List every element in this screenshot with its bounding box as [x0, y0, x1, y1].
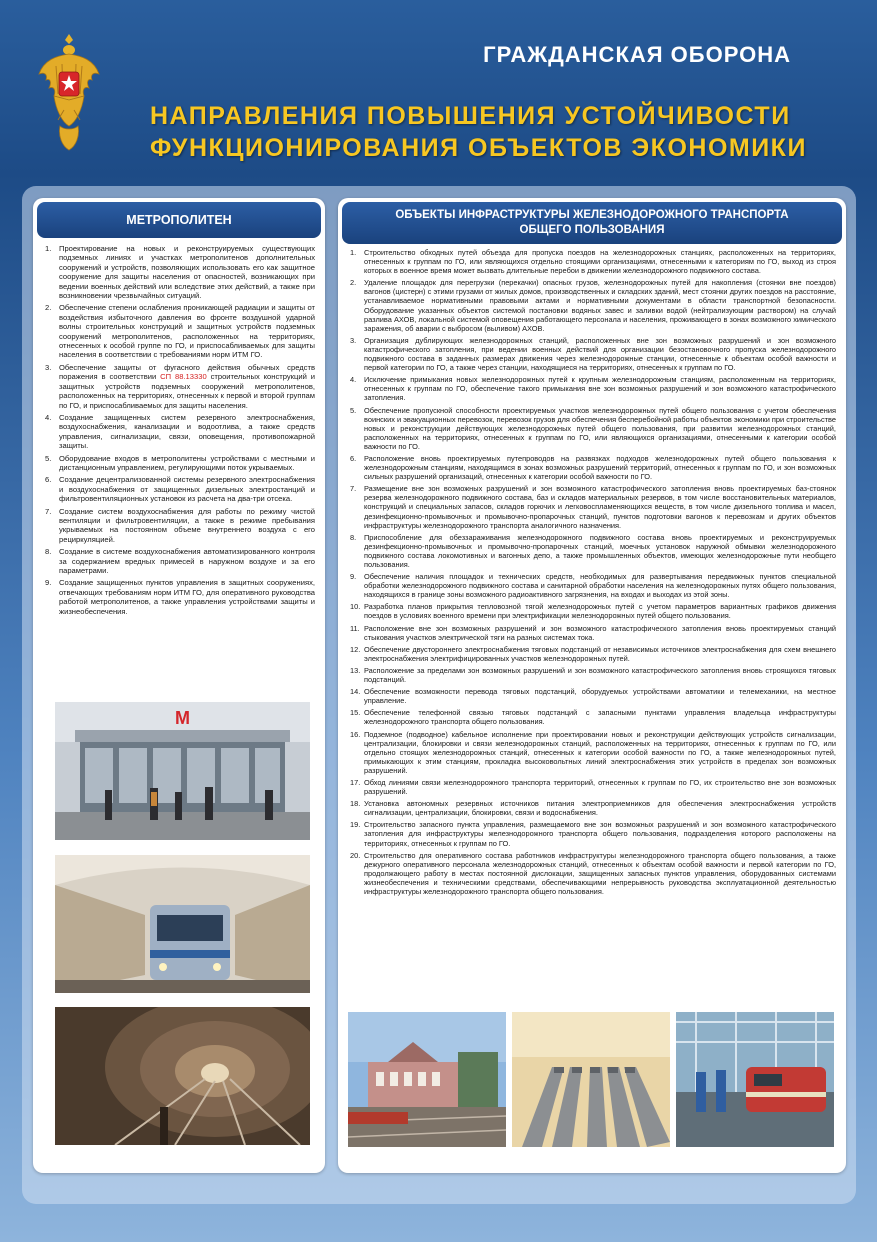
list-item: 6. Создание децентрализованной системы резервного электроснабжения и воздухоснабжения от защищенных дизельных электростанций и фильтровентиляционных установок из расчета на два-три отсека. — [45, 475, 315, 504]
metro-sign: М — [175, 708, 190, 728]
norm-reference: СП 88.13330 — [160, 372, 207, 382]
list-item: 18. Установка автономных резервных источников питания электроприемников для обеспечения электроснабжения устройств сигнализации, централизации, блокировки, связи и водоснабжения. — [350, 799, 836, 818]
list-item: 16. Подземное (подводное) кабельное исполнение при проектировании новых и реконструкции действующих устройств сигнализации, централизации, блокировки и связи железнодорожных станций, расположенных на территориях, отнесенных к группам по ГО, или отдельно стоящих железнодорожных станций, отнесенных к категории особой важности по ГО, а также железнодорожных путей, примыкающих к этим станциям, прокладка высоковольтных линий электроснабжения этих устройств в пределах зон возможных разрушений. — [350, 729, 836, 775]
top-title: ГРАЖДАНСКАЯ ОБОРОНА — [483, 42, 791, 67]
metro-train-photo — [55, 855, 310, 993]
metro-entrance-photo — [55, 702, 310, 840]
list-item: 10. Разработка планов прикрытия тепловозной тягой железнодорожных путей с учетом параметров вариантных графиков движения поездов в условиях военного времени при электрификации железнодорожных путей общего пользования. — [350, 602, 836, 621]
railway-yard-photo — [512, 1012, 670, 1147]
list-item: 8. Приспособление для обеззараживания железнодорожного подвижного состава вновь проектируемых и реконструируемых дезинфекционно-промывочных и промывочно-пропарочных станций, моечных установок наружной обмывки железнодорожного подвижного состава локомотивных и вагонных депо, а также промышленных объектов, имеющих железнодорожные пути необщего пользования. — [350, 532, 836, 569]
list-item: 5. Обеспечение пропускной способности проектируемых участков железнодорожных путей общего пользования с учетом обеспечения воинских и эвакуационных перевозок, перевозок грузов для обеспечения бесперебойной работы объектов экономики при строительстве новых и реконструкции действующих железнодорожных путей общего пользования, при развитии железнодорожных станций, расположенных на территориях, отнесенных к группам по ГО, или являющихся организациями, отнесенными к категории особой важности по ГО. — [350, 405, 836, 451]
railway-measures-list — [338, 248, 846, 896]
main-title — [150, 100, 830, 164]
main-title-line-2: ФУНКЦИОНИРОВАНИЯ ОБЪЕКТОВ ЭКОНОМИКИ — [150, 134, 807, 162]
list-item: 15. Обеспечение телефонной связью тяговых подстанций с запасными пунктами управления владельца инфраструктуры железнодорожного транспорта общего пользования. — [350, 708, 836, 727]
list-item: 14. Обеспечение возможности перевода тяговых подстанций, оборудуемых устройствами автоматики и телемеханики, на местное управление. — [350, 687, 836, 706]
metro-tunnel-photo — [55, 1007, 310, 1145]
list-item: 3. Обеспечение защиты от фугасного действия обычных средств поражения в соответствии СП 88.13330 строительных конструкций и защитных устройств подземных сооружений метрополитенов, расположенных на территориях, отнесенных к первой и второй группам по ГО, и приспосабливаемых для защиты населения. — [45, 362, 315, 410]
list-item: 13. Расположение за пределами зон возможных разрушений и зон возможного катастрофического затопления вновь строящихся тяговых подстанций. — [350, 665, 836, 685]
list-item: 17. Обход линиями связи железнодорожного транспорта территорий, отнесенных к группам по ГО, их строительство вне зон возможных разрушений. — [350, 777, 836, 797]
list-item: 2. Удаление площадок для перегрузки (перекачки) опасных грузов, железнодорожных путей для накопления (стоянки вне поездов) вагонов (цистерн) с этими грузами от жилых домов, производственных и складских зданий, мест стоянки других поездов на расстояние, устанавливаемое нормативными правовыми актами и нормативными документами в области транспортной безопасности. Оборудование указанных объектов системой постановки водяных завес и заливки водой (нейтрализующим раствором) на случай разлива АХОВ, локальной системой оповещения работающего персонала и населения, проживающего в зонах возможного химического заражения, об аварии с выбросом (выливом) АХОВ. — [350, 278, 836, 333]
list-item: 1. Проектирование на новых и реконструируемых существующих подземных линиях и участках метрополитенов дополнительных сооружений и устройств, позволяющих использовать его как защитное сооружение для защиты населения от опасностей, возникающих при ведении военных действий или вследствие этих действий, а также при возникновении чрезвычайных ситуаций. — [45, 244, 315, 301]
list-item: 19. Строительство запасного пункта управления, размещаемого вне зон возможных разрушений и зон возможного катастрофического затопления для инфраструктуры железнодорожного транспорта общего пользования, подразделения которого расположены на территориях, отнесенных к группам по ГО. — [350, 820, 836, 848]
main-title-line-1: НАПРАВЛЕНИЯ ПОВЫШЕНИЯ УСТОЙЧИВОСТИ — [150, 102, 791, 130]
list-item: 4. Создание защищенных систем резервного электроснабжения, воздухоснабжения, канализации и водоотлива, а также средств управления, сигнализации, связи, оповещения, противопожарной защиты. — [45, 412, 315, 451]
list-item: 9. Обеспечение наличия площадок и технических средств, необходимых для развертывания передвижных пунктов специальной обработки железнодорожного подвижного состава и санитарной обработки населения на железнодорожных путях общего пользования, находящихся в границе зоны возможного радиоактивного загрязнения, на входах и выходах из этой зоны. — [350, 572, 836, 600]
metro-panel-title: МЕТРОПОЛИТЕН — [37, 202, 321, 238]
list-item: 9. Создание защищенных пунктов управления в защитных сооружениях, отвечающих требованиям норм ИТМ ГО, для оперативного руководства работой метрополитенов, а также управления устройствами защиты и жизнеобеспечения. — [45, 578, 315, 616]
list-item: 2. Обеспечение степени ослабления проникающей радиации и защиты от воздействия избыточного давления во фронте воздушной ударной волны строительных конструкций и защитных устройств подземных сооружений метрополитенов, расположенных на территориях, отнесенных к особой группе по ГО, и приспосабливаемых для защиты населения в соответствии с требованиями норм ИТМ ГО. — [45, 303, 315, 360]
metro-measures-list — [33, 244, 325, 616]
emercom-eagle-emblem-icon — [36, 30, 102, 156]
list-item: 5. Оборудование входов в метрополитены устройствами с местными и дистанционным управлением, регулирующими поток укрываемых. — [45, 453, 315, 472]
list-item: 6. Расположение вновь проектируемых путепроводов на развязках подходов железнодорожных путей общего пользования к железнодорожным станциям, находящимся в зонах возможных разрушений территорий, отнесенных к группам по ГО, и зон возможных сильных разрушений организаций, отнесенных к категории особой важности по ГО. — [350, 453, 836, 482]
list-item: 8. Создание в системе воздухоснабжения автоматизированного контроля за содержанием вредных примесей в наружном воздухе и за его параметрами. — [45, 547, 315, 575]
list-item: 12. Обеспечение двустороннего электроснабжения тяговых подстанций от независимых источников электроснабжения для схем внешнего электроснабжения электрифицированных участков железнодорожных путей. — [350, 644, 836, 663]
list-item: 7. Создание систем воздухоснабжения для работы по режиму чистой вентиляции и фильтровентиляции, а также в режиме пребывания укрываемых на постоянном объеме внутреннего воздуха с его рециркуляцией. — [45, 506, 315, 544]
list-item: 1. Строительство обходных путей объезда для пропуска поездов на железнодорожных станциях, расположенных на территориях, отнесенных к группам по ГО, или являющихся отдельно стоящими организациями, отнесенными к категориям по ГО, выход из строя которых в военное время может вызвать длительные перебои в движении железнодорожного подвижного состава. — [350, 248, 836, 276]
railway-station-photo — [348, 1012, 506, 1147]
list-item: 11. Расположение вне зон возможных разрушений и зон возможного катастрофического затопления вновь проектируемых станций стыкования участков электрической тяги на разных системах тока. — [350, 623, 836, 642]
list-item: 20. Строительство для оперативного состава работников инфраструктуры железнодорожного транспорта общего пользования, а также дежурного оперативного персонала железнодорожных станций, отнесенных к объектам особой важности и первой категории по ГО, продолжающего работу в местах постоянной дислокации, защищенных запасных пунктов управления, оборудованных системами жизнеобеспечения и техническими средствами, обеспечивающими непрерывность руководства эксплуатационной деятельностью инфраструктуры железнодорожного транспорта общего пользования. — [350, 850, 836, 896]
list-item: 4. Исключение примыкания новых железнодорожных путей к крупным железнодорожным станциям, расположенным на территориях, отнесенных к группам по ГО, обеспечение такого примыкания вне зон возможных разрушений и зон возможного катастрофического затопления. — [350, 375, 836, 403]
list-item: 7. Размещение вне зон возможных разрушений и зон возможного катастрофического затопления вновь проектируемых баз-стоянок резерва железнодорожного подвижного состава, баз и складов материальных резервов, в том числе восстановительных материалов, конструкций и специальных запасов, складов горючих и легковоспламеняющихся веществ, в том числе дизельного топлива и масел, дезинфекционно-промывочных и промывочно-пропарочных станций, пунктов подготовки вагонов к перевозкам и других объектов инфраструктуры железнодорожного транспорта аналогичного назначения. — [350, 484, 836, 530]
list-item: 3. Организация дублирующих железнодорожных станций, расположенных вне зон возможных разрушений и зон возможного катастрофического затопления, при ведении военных действий для организации безостановочного пропуска железнодорожного подвижного состава в заданных размерах движения через железнодорожные станции, отнесенные к объектам особой важности и первой категории по ГО, а также через станции, находящиеся на территориях, отнесенных к группам по ГО. — [350, 335, 836, 373]
railway-panel-title: ОБЪЕКТЫ ИНФРАСТРУКТУРЫ ЖЕЛЕЗНОДОРОЖНОГО ТРАНСПОРТА ОБЩЕГО ПОЛЬЗОВАНИЯ — [342, 202, 842, 244]
locomotive-depot-photo — [676, 1012, 834, 1147]
